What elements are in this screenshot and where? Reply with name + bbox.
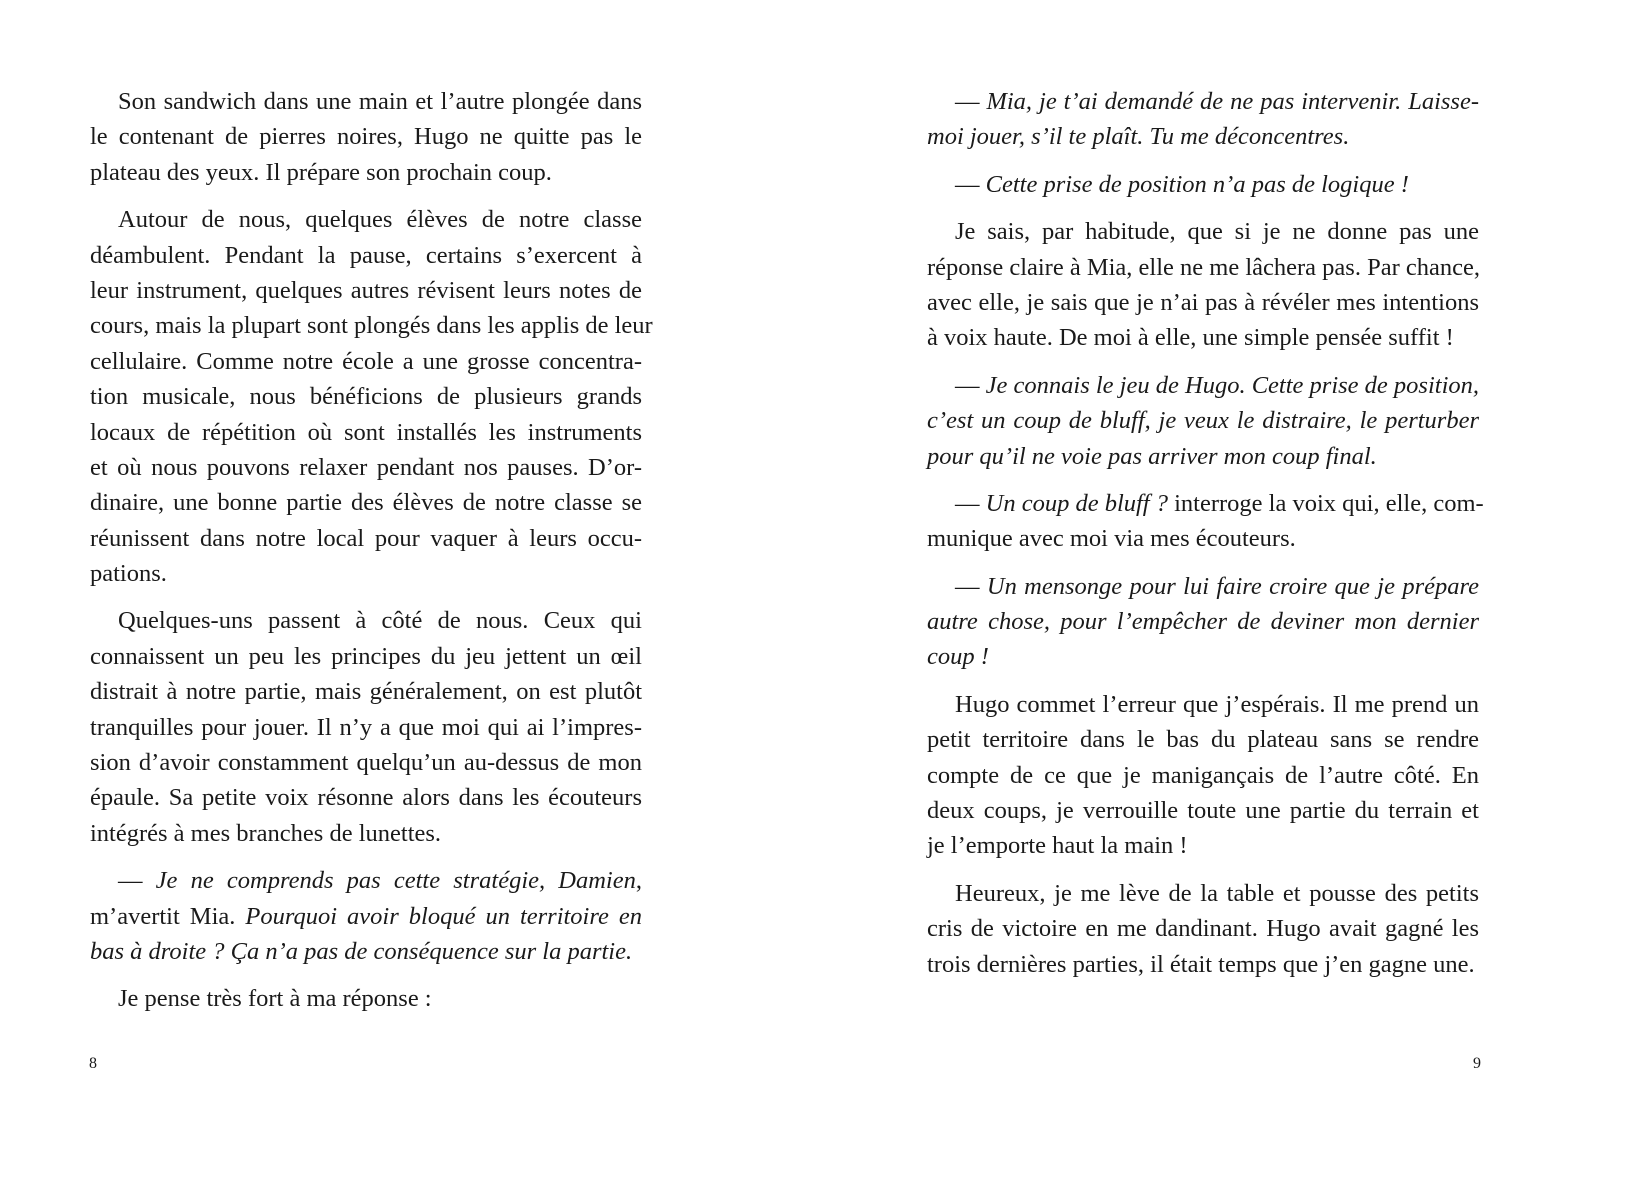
text-run: plateau des yeux. Il prépare son prochain coup. <box>90 158 552 186</box>
text-run: — <box>955 572 987 600</box>
italic-text-run: Mia, je t’ai demandé de ne pas intervenir. Laisse- <box>986 88 1480 115</box>
text-run: déambulent. Pendant la pause, certains s’exercent à <box>90 241 642 269</box>
text-line <box>927 687 1479 722</box>
text-line <box>927 947 1479 982</box>
text-line <box>90 84 642 119</box>
text-line <box>90 119 642 154</box>
right-page <box>825 0 1650 1200</box>
text-run: Heureux, je me lève de la table et pousse des petits <box>955 879 1479 907</box>
text-line <box>927 486 1484 521</box>
text-line <box>90 308 653 343</box>
text-run: cours, mais la plupart sont plongés dans les applis de leur <box>90 312 653 340</box>
text-run: réunissent dans notre local pour vaquer à leurs occu- <box>90 524 642 552</box>
text-line <box>90 710 642 745</box>
italic-text-run: pour qu’il ne voie pas arriver mon coup final. <box>927 442 1377 470</box>
text-line <box>927 214 1479 249</box>
italic-text-run: Un mensonge pour lui faire croire que je prépare <box>986 572 1480 600</box>
text-line <box>927 84 1479 119</box>
text-run: Son sandwich dans une main et l’autre plongée dans <box>118 88 642 115</box>
text-run: — <box>955 489 986 517</box>
text-run: deux coups, je verrouille toute une partie du terrain et <box>927 797 1479 825</box>
italic-text-run: Pourquoi avoir bloqué un territoire en <box>245 902 642 930</box>
text-line <box>927 285 1479 320</box>
paragraph <box>927 569 1479 675</box>
text-run: — <box>955 88 987 115</box>
italic-text-run: Je connais le jeu de Hugo. Cette prise de position, <box>985 371 1479 399</box>
paragraph <box>927 214 1479 356</box>
text-line <box>90 816 642 851</box>
text-line <box>90 379 642 414</box>
text-line <box>90 603 642 638</box>
text-line <box>927 758 1479 793</box>
text-run: compte de ce que je manigançais de l’autre côté. En <box>927 761 1479 789</box>
italic-text-run: moi jouer, s’il te plaît. Tu me déconcentres. <box>927 123 1350 151</box>
text-line <box>90 273 642 308</box>
paragraph <box>90 202 653 591</box>
page-number-right: 9 <box>1473 1055 1481 1072</box>
text-line <box>927 876 1479 911</box>
text-run: Hugo commet l’erreur que j’espérais. Il me prend un <box>955 690 1479 718</box>
paragraph <box>90 981 642 1016</box>
text-line <box>927 250 1479 285</box>
text-run: , <box>635 867 642 895</box>
text-line <box>927 911 1479 946</box>
text-run: avec elle, je sais que je n’ai pas à révéler mes intentions <box>927 288 1479 316</box>
text-run: cellulaire. Comme notre école a une grosse concentra- <box>90 347 642 375</box>
text-run: distrait à notre partie, mais généralement, on est plutôt <box>90 678 642 706</box>
text-run: leur instrument, quelques autres révisent leurs notes de <box>90 276 642 304</box>
italic-text-run: Cette prise de position n’a pas de logique ! <box>985 170 1409 198</box>
text-run: — <box>118 867 156 895</box>
paragraph <box>927 368 1479 474</box>
text-line <box>927 793 1479 828</box>
text-line <box>90 899 642 934</box>
text-line <box>927 119 1479 154</box>
italic-text-run: Je ne comprends pas cette stratégie, Damien <box>155 867 636 895</box>
text-run: petit territoire dans le bas du plateau sans se rendre <box>927 726 1479 754</box>
text-line <box>90 556 642 591</box>
paragraph <box>927 687 1479 864</box>
text-line <box>90 202 642 237</box>
text-line <box>90 155 642 190</box>
italic-text-run: coup ! <box>927 643 989 671</box>
paragraph <box>90 603 642 851</box>
text-run: dinaire, une bonne partie des élèves de notre classe se <box>90 489 642 517</box>
paragraph <box>927 876 1479 982</box>
text-line <box>90 745 642 780</box>
text-run: Je sais, par habitude, que si je ne donne pas une <box>955 218 1479 246</box>
text-run: m’avertit Mia. <box>90 902 246 930</box>
text-line <box>927 639 1479 674</box>
text-run: munique avec moi via mes écouteurs. <box>927 525 1296 553</box>
italic-text-run: Un coup de bluff ? <box>985 489 1168 517</box>
italic-text-run: autre chose, pour l’empêcher de deviner mon dernier <box>927 608 1479 636</box>
text-line <box>90 639 642 674</box>
italic-text-run: c’est un coup de bluff, je veux le distraire, le perturber <box>927 407 1479 435</box>
text-run: à voix haute. De moi à elle, une simple pensée suffit ! <box>927 324 1454 352</box>
paragraph <box>90 863 642 969</box>
text-run: — <box>955 170 986 198</box>
text-run: je l’emporte haut la main ! <box>927 832 1188 860</box>
text-run: Autour de nous, quelques élèves de notre classe <box>118 206 642 234</box>
text-run: tranquilles pour jouer. Il n’y a que moi qui ai l’impres- <box>90 713 642 741</box>
text-run: réponse claire à Mia, elle ne me lâchera pas. Par chance, <box>927 253 1480 281</box>
text-run: intégrés à mes branches de lunettes. <box>90 819 442 847</box>
text-line <box>927 167 1479 202</box>
text-run: sion d’avoir constamment quelqu’un au-dessus de mon <box>90 749 642 777</box>
text-line <box>927 403 1479 438</box>
page-number-left: 8 <box>89 1055 97 1072</box>
text-line <box>90 415 642 450</box>
paragraph <box>90 84 642 190</box>
right-page-text-column <box>927 84 1484 994</box>
text-run: trois dernières parties, il était temps que j’en gagne une. <box>927 950 1475 978</box>
text-line <box>90 981 642 1016</box>
left-page-text-column <box>90 84 653 1029</box>
text-run: connaissent un peu les principes du jeu jettent un œil <box>90 642 642 670</box>
text-run: locaux de répétition où sont installés les instruments <box>90 418 642 446</box>
text-run: interroge la voix qui, elle, com- <box>1168 489 1484 517</box>
text-line <box>927 604 1479 639</box>
text-run: et où nous pouvons relaxer pendant nos pauses. D’or- <box>90 453 642 481</box>
text-line <box>927 439 1479 474</box>
text-line <box>90 780 642 815</box>
paragraph <box>927 167 1479 202</box>
text-run: le contenant de pierres noires, Hugo ne quitte pas le <box>90 123 642 151</box>
text-line <box>90 238 642 273</box>
text-line <box>927 521 1479 556</box>
text-line <box>90 934 642 969</box>
paragraph <box>927 84 1479 155</box>
text-line <box>90 344 642 379</box>
italic-text-run: bas à droite ? Ça n’a pas de conséquence sur la partie. <box>90 937 633 965</box>
text-line <box>90 485 642 520</box>
text-run: tion musicale, nous bénéficions de plusieurs grands <box>90 383 642 411</box>
text-run: pations. <box>90 560 167 588</box>
text-line <box>927 569 1479 604</box>
paragraph <box>927 486 1484 557</box>
text-line <box>90 674 642 709</box>
text-line <box>90 863 642 898</box>
text-line <box>927 368 1479 403</box>
text-run: Je pense très fort à ma réponse : <box>118 985 432 1013</box>
text-line <box>927 722 1479 757</box>
text-line <box>90 521 642 556</box>
text-run: épaule. Sa petite voix résonne alors dans les écouteurs <box>90 784 642 812</box>
text-run: Quelques-uns passent à côté de nous. Ceux qui <box>118 607 642 635</box>
text-line <box>927 828 1479 863</box>
text-run: — <box>955 371 986 399</box>
text-line <box>927 320 1479 355</box>
text-line <box>90 450 642 485</box>
text-run: cris de victoire en me dandinant. Hugo avait gagné les <box>927 915 1479 943</box>
